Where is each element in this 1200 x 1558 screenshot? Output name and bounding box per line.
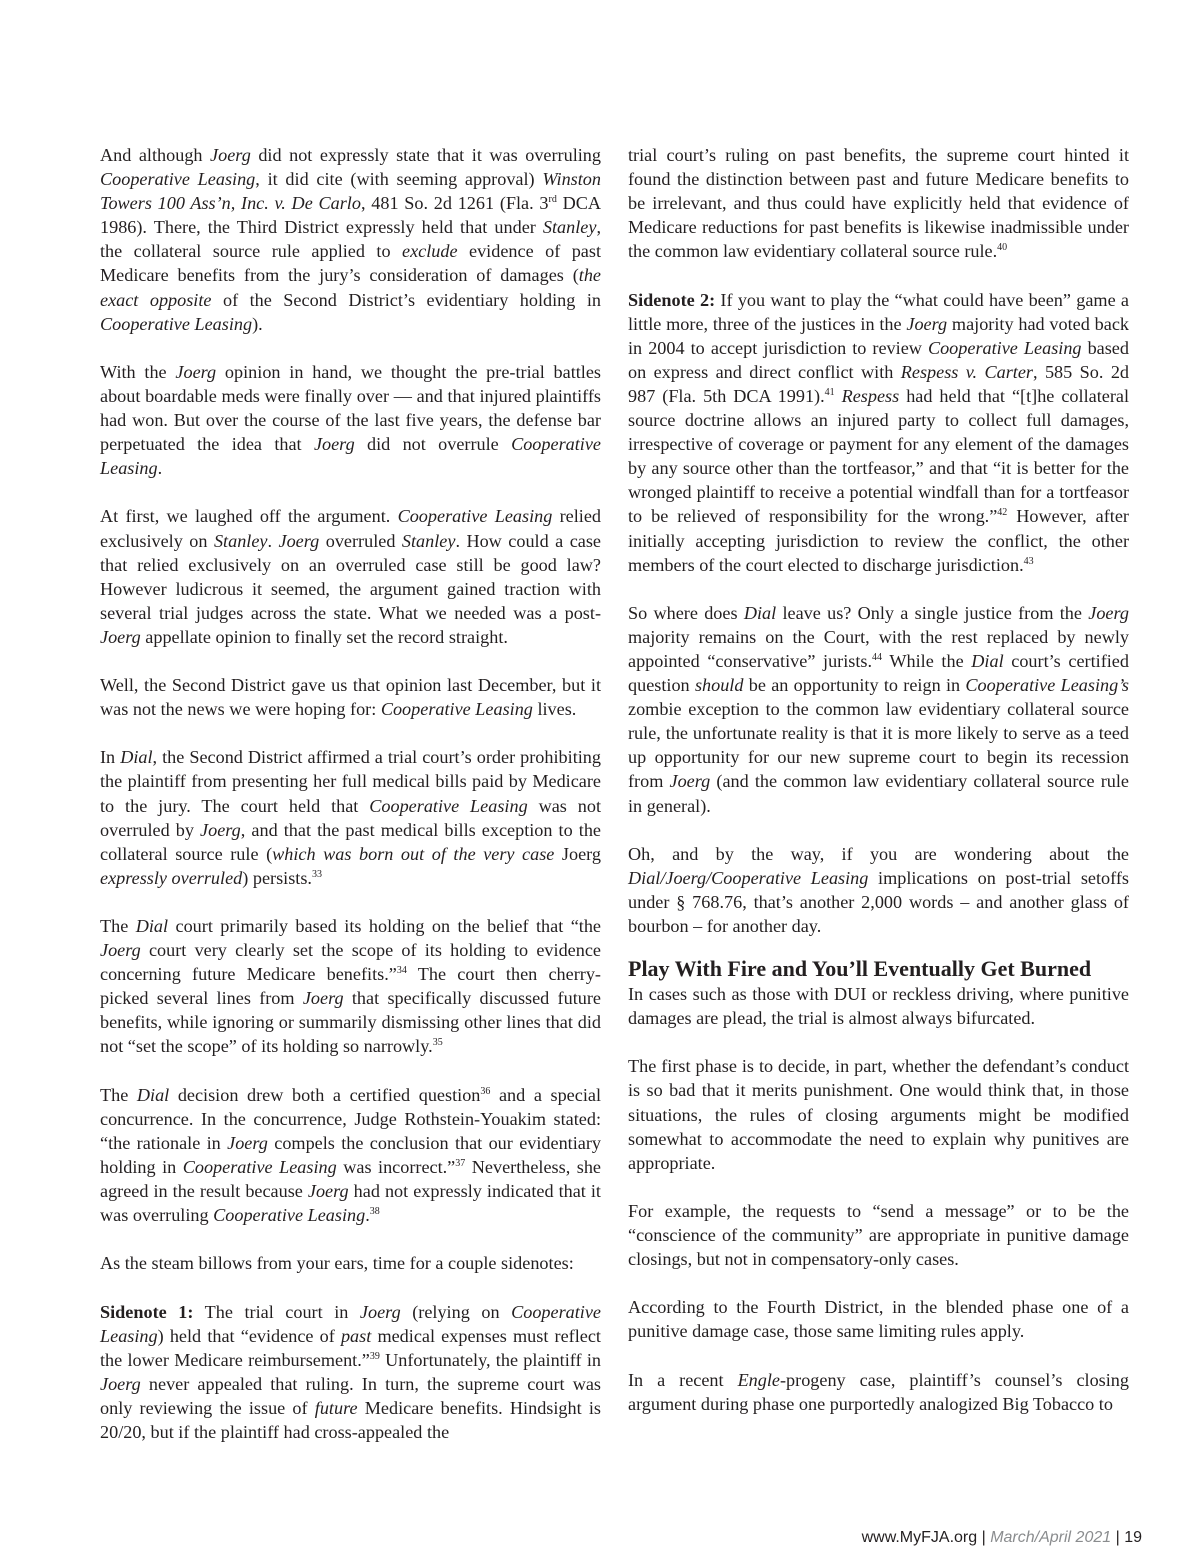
paragraph: The first phase is to decide, in part, whether the defendant’s conduct is so bad that it merits punishment. One would think that, in those situations, the rules of closing arguments might be modified somewhat to accommodate the need to explain why punitives are appropriate. — [628, 1056, 1129, 1173]
sidenote-label: Sidenote 1: — [100, 1301, 194, 1322]
paragraph: trial court’s ruling on past benefits, the supreme court hinted it found the distinction between past and future Medicare benefits to be irrelevant, and thus could have explicitly held that evidence of Medicare reductions for past benefits is likewise inadmissible under the common law evidentiary collateral source rule.$^{40}$ — [628, 145, 1129, 262]
paragraph: With the Joerg opinion in hand, we thought the pre-trial battles about boardable meds were finally over — and that injured plaintiffs had won. But over the course of the last five years, the defense bar perpetuated the idea that Joerg did not overrule Cooperative Leasing. — [100, 361, 601, 479]
right-column — [628, 143, 1129, 1416]
paragraph: The Dial court primarily based its holding on the belief that “the Joerg court very clearly set the scope of its holding to evidence concerning future Medicare benefits.”$^{34}$ The court then cherry-picked several lines from Joerg that specifically discussed future benefits, while ignoring or summarily dismissing other lines that did not “set the scope” of its holding so narrowly.$^{35}$ — [100, 916, 601, 1057]
sidenote-label: Sidenote 2: — [628, 289, 716, 310]
paragraph: Well, the Second District gave us that opinion last December, but it was not the news we were hoping for: Cooperative Leasing lives. — [100, 675, 601, 720]
paragraph: And although Joerg did not expressly state that it was overruling Cooperative Leasing, it did cite (with seeming approval) Winston Towers 100 Ass’n, Inc. v. De Carlo, 481 So. 2d 1261 (Fla. 3rd DCA 1986). There, the Third District expressly held that under Stanley, the collateral source rule applied to exclude evidence of past Medicare benefits from the jury’s consideration of damages (the exact opposite of the Second District’s evidentiary holding in Cooperative Leasing). — [100, 145, 602, 334]
paragraph: In cases such as those with DUI or reckless driving, where punitive damages are plead, the trial is almost always bifurcated. — [628, 984, 1129, 1029]
paragraph: In Dial, the Second District affirmed a trial court’s order prohibiting the plaintiff from presenting her full medical bills paid by Medicare to the jury. The court held that Cooperative Leasing was not overruled by Joerg, and that the past medical bills exception to the collateral source rule (which was born out of the very case Joerg expressly overruled) persists.$^{33}$ — [100, 747, 602, 888]
page-footer: www.MyFJA.org | March/April 2021 | 19 — [861, 1529, 1142, 1546]
website-link[interactable]: www.MyFJA.org — [861, 1529, 978, 1546]
paragraph: As the steam billows from your ears, time for a couple sidenotes: — [100, 1253, 574, 1274]
section-heading: Play With Fire and You’ll Eventually Get Burned — [628, 956, 1092, 982]
paragraph: The Dial decision drew both a certified question$^{36}$ and a special concurrence. In the concurrence, Judge Rothstein-Youakim stated: “the rationale in Joerg compels the conclusion that our evidentiary holding in Cooperative Leasing was incorrect.”$^{37}$ Nevertheless, she agreed in the result because Joerg had not expressly indicated that it was overruling Cooperative Leasing.$^{38}$ — [100, 1084, 602, 1226]
left-column — [100, 143, 601, 1444]
issue-date: March/April 2021 — [990, 1529, 1112, 1546]
paragraph: According to the Fourth District, in the blended phase one of a punitive damage case, those same limiting rules apply. — [628, 1297, 1129, 1342]
paragraph: At first, we laughed off the argument. Cooperative Leasing relied exclusively on Stanley. Joerg overruled Stanley. How could a case that relied exclusively on an overruled case still be good law? However ludicrous it seemed, the argument gained traction with several trial judges across the state. What we needed was a post-Joerg appellate opinion to finally set the record straight. — [100, 506, 601, 647]
page-number: 19 — [1124, 1529, 1142, 1546]
paragraph: Oh, and by the way, if you are wondering about the Dial/Joerg/Cooperative Leasing implications on post-trial setoffs under § 768.76, that’s another 2,000 words – and another glass of bourbon – for another day. — [628, 843, 1129, 936]
paragraph: For example, the requests to “send a message” or to be the “conscience of the community” are appropriate in punitive damage closings, but not in compensatory-only cases. — [628, 1200, 1129, 1270]
sidenote-2: Sidenote 2: If you want to play the “what could have been” game a little more, three of the justices in the Joerg majority had voted back in 2004 to accept jurisdiction to review Cooperative Leasing based on express and direct conflict with Respess v. Carter, 585 So. 2d 987 (Fla. 5th DCA 1991).$^{41}$ Respess had held that “[t]he collateral source doctrine allows an injured party to collect full damages, irrespective of coverage or payment for any element of the damages by any source other than the tortfeasor,” and that “it is better for the wronged plaintiff to receive a potential windfall than for a tortfeasor to be relieved of responsibility for the wrong.”$^{42}$ However, after initially accepting jurisdiction to review the conflict, the other members of the court elected to discharge jurisdiction.$^{43}$ — [628, 289, 1130, 575]
paragraph: So where does Dial leave us? Only a single justice from the Joerg majority remains on the Court, with the rest replaced by newly appointed “conservative” jurists.$^{44}$ While the Dial court’s certified question should be an opportunity to reign in Cooperative Leasing’s zombie exception to the common law evidentiary collateral source rule, the unfortunate reality is that it is more likely to serve as a teed up opportunity for our new supreme court to begin its recession from Joerg (and the common law evidentiary collateral source rule in general). — [628, 602, 1129, 816]
paragraph: In a recent Engle-progeny case, plaintiff’s counsel’s closing argument during phase one purportedly analogized Big Tobacco to — [628, 1369, 1129, 1414]
sidenote-1: Sidenote 1: The trial court in Joerg (relying on Cooperative Leasing) held that “evidence of past medical expenses must reflect the lower Medicare reimbursement.”$^{39}$ Unfortunately, the plaintiff in Joerg never appealed that ruling. In turn, the supreme court was only reviewing the issue of future Medicare benefits. Hindsight is 20/20, but if the plaintiff had cross-appealed the — [100, 1301, 602, 1442]
